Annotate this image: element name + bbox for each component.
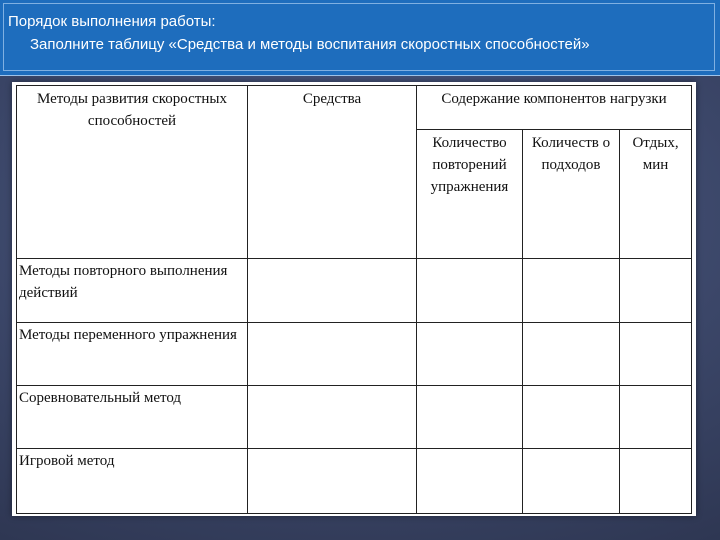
repetitions-cell[interactable]: [417, 259, 523, 323]
header-methods: Методы развития скоростных способностей: [17, 86, 248, 259]
table-row: [17, 323, 692, 386]
header-row-1: [17, 86, 692, 130]
means-cell[interactable]: [248, 386, 417, 449]
rest-cell[interactable]: [620, 386, 692, 449]
table-row: [17, 449, 692, 514]
row-label: Игровой метод: [17, 449, 248, 514]
table-row: [17, 259, 692, 323]
repetitions-cell[interactable]: [417, 449, 523, 514]
rest-cell[interactable]: [620, 323, 692, 386]
repetitions-cell[interactable]: [417, 323, 523, 386]
title-banner: [0, 0, 720, 76]
row-label: Соревновательный метод: [17, 386, 248, 449]
sets-cell[interactable]: [523, 323, 620, 386]
rest-cell[interactable]: [620, 449, 692, 514]
banner-subtitle: Заполните таблицу «Средства и методы воспитания скоростных способностей»: [30, 36, 590, 53]
sets-cell[interactable]: [523, 386, 620, 449]
methods-table: [16, 85, 692, 514]
banner-heading: Порядок выполнения работы:: [8, 13, 216, 30]
worksheet: [12, 82, 696, 516]
table-row: [17, 386, 692, 449]
header-repetitions: Количество повторений упражнения: [417, 130, 523, 259]
header-rest: Отдых, мин: [620, 130, 692, 259]
header-means: Средства: [248, 86, 417, 259]
means-cell[interactable]: [248, 449, 417, 514]
header-sets: Количеств о подходов: [523, 130, 620, 259]
rest-cell[interactable]: [620, 259, 692, 323]
header-load-components: Содержание компонентов нагрузки: [417, 86, 692, 130]
row-label: Методы переменного упражнения: [17, 323, 248, 386]
means-cell[interactable]: [248, 323, 417, 386]
repetitions-cell[interactable]: [417, 386, 523, 449]
means-cell[interactable]: [248, 259, 417, 323]
sets-cell[interactable]: [523, 259, 620, 323]
row-label: Методы повторного выполнения действий: [17, 259, 248, 323]
sets-cell[interactable]: [523, 449, 620, 514]
